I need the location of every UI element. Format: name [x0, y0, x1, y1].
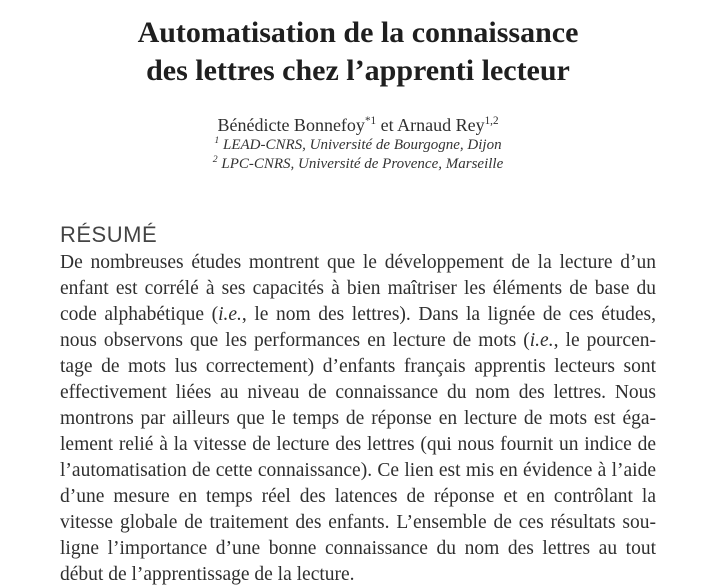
abstract-line	[60, 458, 656, 484]
abstract-line	[60, 276, 656, 302]
abstract-text-segment: De nombreuses études montrent que le développement de la lecture d’un	[60, 252, 656, 273]
author-line	[60, 114, 656, 136]
author-1: Bénédicte Bonnefoy	[217, 115, 365, 135]
abstract-text-segment: début de l’apprentissage de la lecture.	[60, 564, 355, 585]
abstract-text-segment: , le nom des lettres). Dans la lignée de ces études,	[241, 304, 656, 325]
author-2-superscript: 1,2	[484, 115, 499, 127]
abstract-text-segment: , le pourcen-	[553, 330, 656, 351]
affiliation-2	[60, 155, 656, 174]
abstract-line	[60, 562, 656, 588]
abstract-line	[60, 302, 656, 328]
abstract-text-segment: enfant est corrélé à ses capacités à bien maîtriser les éléments de base du	[60, 278, 656, 299]
abstract-text-segment: effectivement liées au niveau de connaissance du nom des lettres. Nous	[60, 382, 656, 403]
abstract-line	[60, 380, 656, 406]
abstract-text-segment: tage de mots lus correctement) d’enfants français apprentis lecteurs sont	[60, 356, 656, 377]
abstract-italic-segment: i.e.	[529, 330, 554, 351]
affiliation-2-superscript: 2	[212, 154, 218, 165]
abstract-text-segment: vitesse globale de traitement des enfants. L’ensemble de ces résultats sou-	[60, 512, 656, 533]
author-2: Arnaud Rey	[397, 115, 485, 135]
abstract-heading: RÉSUMÉ	[60, 222, 158, 247]
abstract-body	[60, 250, 656, 588]
article-title-line2: des lettres chez l’apprenti lecteur	[146, 54, 570, 87]
abstract-text-segment: lement relié à la vitesse de lecture des lettres (qui nous fournit un indice de	[60, 434, 656, 455]
abstract-section	[60, 222, 656, 588]
abstract-text-segment: code alphabétique (	[60, 304, 219, 325]
abstract-text-segment: montrons par ailleurs que le temps de réponse en lecture de mots est éga-	[60, 408, 656, 429]
author-1-superscript: *1	[364, 115, 377, 127]
abstract-line	[60, 354, 656, 380]
affiliation-1-text: LEAD-CNRS, Université de Bourgogne, Dijon	[219, 137, 502, 153]
abstract-line	[60, 328, 656, 354]
affiliations	[60, 136, 656, 174]
abstract-line	[60, 484, 656, 510]
abstract-line	[60, 432, 656, 458]
abstract-text-segment: l’automatisation de cette connaissance). Ce lien est mis en évidence à l’aide	[60, 460, 656, 481]
abstract-italic-segment: i.e.	[218, 304, 242, 325]
abstract-line	[60, 536, 656, 562]
abstract-text-segment: ligne l’importance d’une bonne connaissance du nom des lettres au tout	[60, 538, 656, 559]
abstract-line	[60, 406, 656, 432]
abstract-line	[60, 510, 656, 536]
abstract-text-segment: nous observons que les performances en lecture de mots (	[60, 330, 530, 351]
affiliation-1	[60, 136, 656, 155]
abstract-text-segment: d’une mesure en temps réel des latences de réponse et en contrôlant la	[60, 486, 656, 507]
article-title	[60, 14, 656, 90]
abstract-line	[60, 250, 656, 276]
article-title-line1: Automatisation de la connaissance	[137, 16, 579, 49]
author-separator: et	[376, 115, 398, 135]
affiliation-1-superscript: 1	[214, 135, 220, 146]
affiliation-2-text: LPC-CNRS, Université de Provence, Marseille	[217, 156, 504, 172]
